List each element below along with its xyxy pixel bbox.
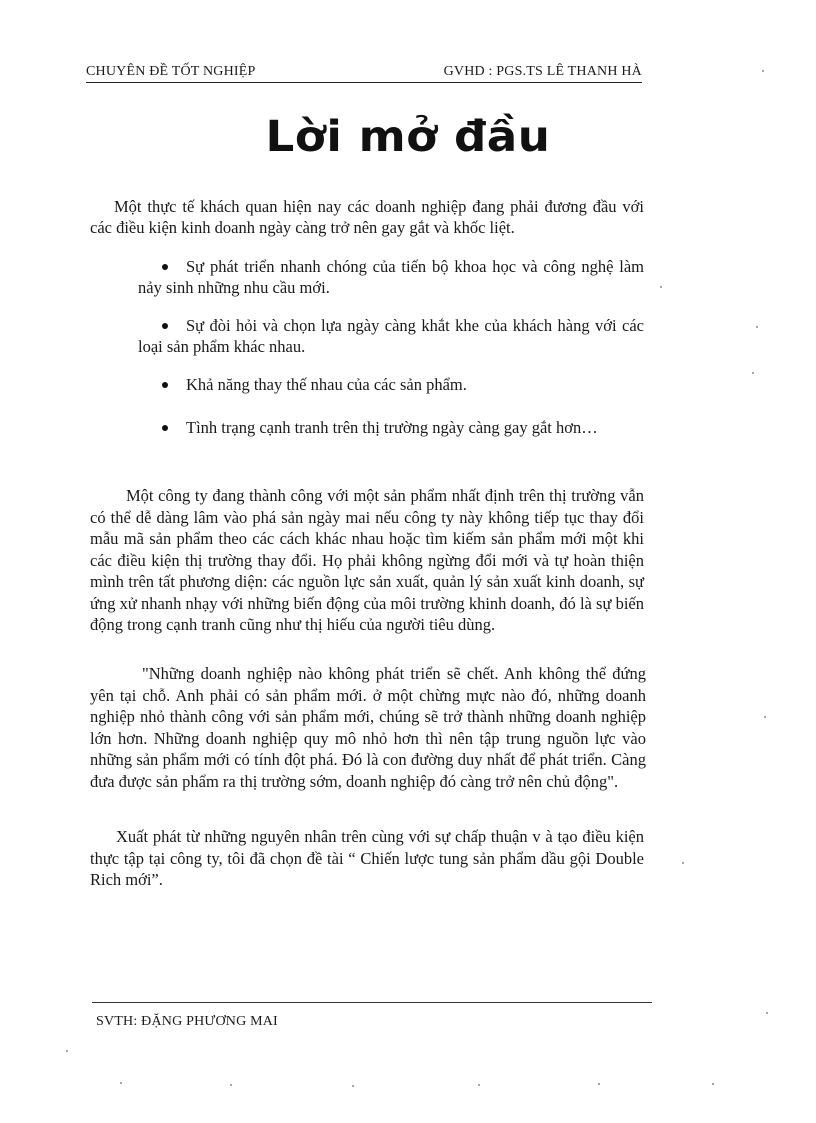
scan-speck bbox=[66, 1050, 68, 1052]
header-left: CHUYÊN ĐỀ TỐT NGHIỆP bbox=[86, 64, 256, 79]
scan-speck bbox=[762, 70, 764, 72]
bullet-item bbox=[138, 315, 644, 357]
bullet-text: Khả năng thay thế nhau của các sản phẩm. bbox=[186, 375, 467, 394]
scan-speck bbox=[478, 1084, 480, 1086]
scan-speck bbox=[752, 372, 754, 374]
bullet-icon bbox=[162, 264, 168, 270]
scan-speck bbox=[230, 1084, 232, 1086]
page-header bbox=[86, 60, 642, 83]
scan-speck bbox=[712, 1083, 714, 1085]
bullet-item bbox=[138, 417, 644, 438]
bullet-icon bbox=[162, 323, 168, 329]
bullet-icon bbox=[162, 382, 168, 388]
page-title: Lời mở đầu bbox=[265, 112, 551, 162]
footer-divider bbox=[92, 1002, 652, 1003]
bullet-item bbox=[138, 256, 644, 298]
scan-speck bbox=[660, 286, 662, 288]
page-footer: SVTH: ĐẶNG PHƯƠNG MAI bbox=[96, 1014, 278, 1029]
bullet-text: Tình trạng cạnh tranh trên thị trường ngày càng gay gắt hơn… bbox=[186, 418, 598, 437]
bullet-list bbox=[138, 256, 644, 455]
scan-speck bbox=[598, 1083, 600, 1085]
header-right: GVHD : PGS.TS LÊ THANH HÀ bbox=[443, 64, 642, 79]
body-paragraph-1: Một công ty đang thành công với một sản phẩm nhất định trên thị trường vẫn có thể dễ dàng lâm vào phá sản ngày mai nếu công ty này không tiếp tục thay đổi mẫu mã sản phẩm theo các cách khác nhau hoặc tìm kiếm sản phẩm mới một khi các điều kiện thị trường thay đổi. Họ phải không ngừng đổi mới và tự hoàn thiện mình trên tất phương diện: các nguồn lực sản xuất, quản lý sản xuất kinh doanh, sự ứng xử nhanh nhạy với những biến động của môi trường khinh doanh, đó là sự biến động trong cạnh tranh cũng như thị hiếu của người tiêu dùng. bbox=[90, 486, 644, 634]
bullet-text: Sự phát triển nhanh chóng của tiến bộ khoa học và công nghệ làm nảy sinh những nhu cầu mới. bbox=[138, 257, 644, 297]
scan-speck bbox=[682, 862, 684, 864]
body-paragraph-3: Xuất phát từ những nguyên nhân trên cùng với sự chấp thuận v à tạo điều kiện thực tập tại công ty, tôi đã chọn đề tài “ Chiến lược tung sản phẩm dầu gội Double Rich mới”. bbox=[90, 827, 644, 889]
scan-speck bbox=[756, 326, 758, 328]
bullet-item bbox=[138, 374, 644, 395]
scan-speck bbox=[352, 1085, 354, 1087]
quote-paragraph: "Những doanh nghiệp nào không phát triển sẽ chết. Anh không thể đứng yên tại chỗ. Anh phải có sản phẩm mới. ở một chừng mực nào đó, những doanh nghiệp nhỏ thành công với sản phẩm mới, chúng sẽ trở thành những doanh nghiệp lớn hơn. Những doanh nghiệp quy mô nhỏ hơn thì nên tập trung nguồn lực vào những sản phẩm mới có tính đột phá. Đó là con đường duy nhất để phát triển. Càng đưa được sản phẩm ra thị trường sớm, doanh nghiệp đó càng trở nên chủ động". bbox=[90, 664, 646, 791]
intro-paragraph: Một thực tế khách quan hiện nay các doanh nghiệp đang phải đương đầu với các điều kiện kinh doanh ngày càng trở nên gay gắt và khốc liệt. bbox=[90, 197, 644, 237]
bullet-icon bbox=[162, 425, 168, 431]
scan-speck bbox=[764, 716, 766, 718]
scan-speck bbox=[120, 1082, 122, 1084]
bullet-text: Sự đòi hỏi và chọn lựa ngày càng khắt khe của khách hàng với các loại sản phẩm khác nhau. bbox=[138, 316, 644, 356]
scan-speck bbox=[766, 1012, 768, 1014]
